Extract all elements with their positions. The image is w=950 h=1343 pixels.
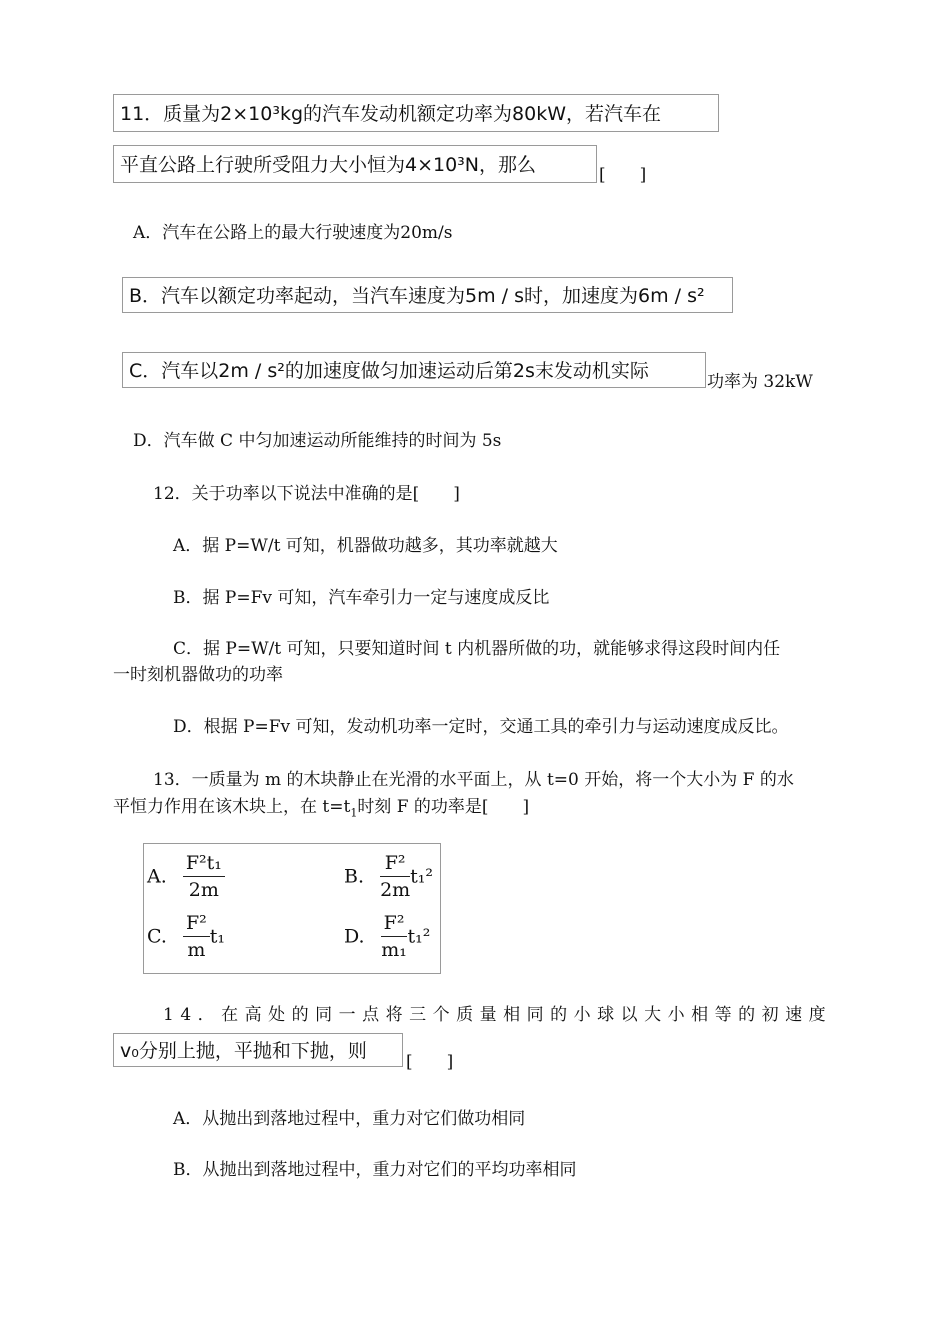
q14-stem-line1: 14．在高处的同一点将三个质量相同的小球以大小相等的初速度 [163, 1005, 833, 1025]
q12-option-d: D．根据 P=Fv 可知，发动机功率一定时，交通工具的牵引力与运动速度成反比。 [173, 717, 789, 737]
q11-stem-line2-image: 平直公路上行驶所受阻力大小恒为4×10³N，那么 [113, 145, 597, 183]
q12-option-c-line1: C．据 P=W/t 可知，只要知道时间 t 内机器所做的功，就能够求得这段时间内任 [173, 639, 781, 659]
q13-stem-line1: 13．一质量为 m 的木块静止在光滑的水平面上，从 t=0 开始，将一个大小为 F 的水 [153, 770, 794, 790]
q14-option-a: A．从抛出到落地过程中，重力对它们做功相同 [173, 1109, 526, 1129]
q11-stem-line1-image: 11．质量为2×10³kg的汽车发动机额定功率为80kW，若汽车在 [113, 94, 719, 132]
q14-option-b: B．从抛出到落地过程中，重力对它们的平均功率相同 [173, 1160, 577, 1180]
q14-answer-bracket: [ ] [406, 1052, 454, 1072]
q13-stem-line2: 平恒力作用在该木块上，在 $t=t_1$时刻 F 的功率是[ ] [113, 797, 530, 820]
q11-option-b-image: B．汽车以额定功率起动，当汽车速度为5m / s时，加速度为6m / s² [122, 277, 733, 313]
q12-option-c-line2: 一时刻机器做功的功率 [113, 665, 283, 685]
q12-option-b: B．据 P=Fv 可知，汽车牵引力一定与速度成反比 [173, 588, 550, 608]
q13-option-c: C. $\frac{\text{F²}}{m}$ t₁ [147, 912, 226, 961]
q13-option-a: A. $\frac{\text{F²t₁}}{2m}$ [147, 850, 225, 903]
q11-option-c-tail: 功率为 32kW [707, 372, 813, 392]
q11-option-c-image: C．汽车以2m / s²的加速度做匀加速运动后第2s末发动机实际 [122, 352, 706, 388]
q11-option-d: D．汽车做 C 中匀加速运动所能维持的时间为 5s [133, 431, 502, 451]
q14-stem-image: v₀分别上抛，平抛和下抛，则 [113, 1033, 403, 1067]
q11-answer-bracket: [ ] [599, 165, 647, 185]
q12-stem: 12．关于功率以下说法中准确的是[ ] [153, 484, 460, 504]
q13-options-image [143, 843, 441, 974]
q12-option-a: A．据 P=W/t 可知，机器做功越多，其功率就越大 [173, 536, 558, 556]
subscript-1: 1 [350, 806, 358, 820]
q11-option-a: A．汽车在公路上的最大行驶速度为20m/s [133, 223, 453, 243]
q13-option-d: D. $\frac{\text{F²}}{\text{m₁}}$ t₁² [344, 912, 431, 961]
q13-option-b: B. $\frac{\text{F²}}{2m}$ t₁² [344, 852, 434, 901]
